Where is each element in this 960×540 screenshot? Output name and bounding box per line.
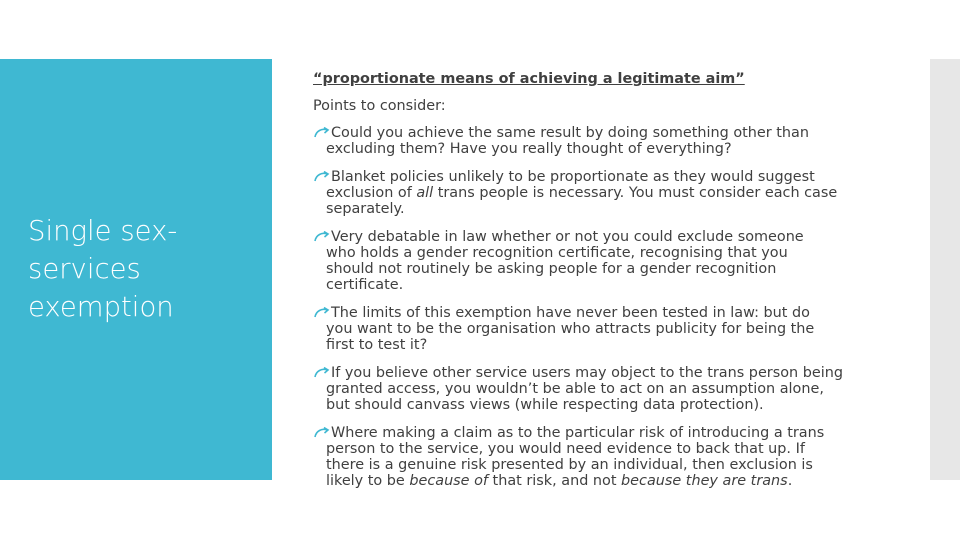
- bullet-text-line: should not routinely be asking people for a gender recognition: [326, 261, 777, 277]
- bullet-text: [326, 125, 878, 157]
- curved-arrow-icon: [313, 125, 331, 141]
- bullet-text-line: who holds a gender recognition certificate, recognising that you: [326, 245, 788, 261]
- curved-arrow-icon: [313, 229, 331, 245]
- bullet-text: [326, 229, 878, 293]
- bullet-text-line: excluding them? Have you really thought of everything?: [326, 141, 732, 157]
- intro-text: Points to consider:: [313, 98, 446, 114]
- right-accent-bar: [930, 59, 960, 480]
- bullet-item: [313, 305, 878, 353]
- bullet-text-line: exclusion of all trans people is necessary. You must consider each case: [326, 185, 838, 201]
- bullet-item: [313, 125, 878, 157]
- slide-content: [313, 68, 878, 501]
- bullet-text-line: Very debatable in law whether or not you could exclude someone: [331, 229, 804, 245]
- slide-title-line: exemption: [28, 291, 174, 323]
- bullet-text-line: certificate.: [326, 277, 404, 293]
- bullet-text-line: separately.: [326, 201, 405, 217]
- bullet-text-line: likely to be because of that risk, and not because they are trans.: [326, 473, 793, 489]
- bullet-item: [313, 425, 878, 489]
- bullet-item: [313, 229, 878, 293]
- bullet-list: [313, 125, 878, 489]
- bullet-text-line: but should canvass views (while respecting data protection).: [326, 397, 764, 413]
- slide-heading: “proportionate means of achieving a legitimate aim”: [313, 71, 745, 87]
- bullet-text: [326, 169, 878, 217]
- bullet-text: [326, 305, 878, 353]
- bullet-text-line: granted access, you wouldn’t be able to act on an assumption alone,: [326, 381, 824, 397]
- bullet-text-line: there is a genuine risk presented by an individual, then exclusion is: [326, 457, 813, 473]
- bullet-text-line: Blanket policies unlikely to be proportionate as they would suggest: [331, 169, 815, 185]
- bullet-text: [326, 425, 878, 489]
- curved-arrow-icon: [313, 305, 331, 321]
- slide-title-line: services: [28, 253, 141, 285]
- bullet-text-line: If you believe other service users may object to the trans person being: [331, 365, 843, 381]
- bullet-text-line: Where making a claim as to the particular risk of introducing a trans: [331, 425, 825, 441]
- slide-title: [28, 212, 268, 326]
- bullet-text-line: you want to be the organisation who attracts publicity for being the: [326, 321, 815, 337]
- bullet-item: [313, 365, 878, 413]
- bullet-text-line: person to the service, you would need evidence to back that up. If: [326, 441, 805, 457]
- bullet-text-line: first to test it?: [326, 337, 428, 353]
- slide-title-line: Single sex-: [28, 215, 178, 247]
- bullet-text: [326, 365, 878, 413]
- bullet-text-line: The limits of this exemption have never been tested in law: but do: [331, 305, 810, 321]
- bullet-item: [313, 169, 878, 217]
- curved-arrow-icon: [313, 425, 331, 441]
- bullet-text-line: Could you achieve the same result by doing something other than: [331, 125, 809, 141]
- curved-arrow-icon: [313, 169, 331, 185]
- curved-arrow-icon: [313, 365, 331, 381]
